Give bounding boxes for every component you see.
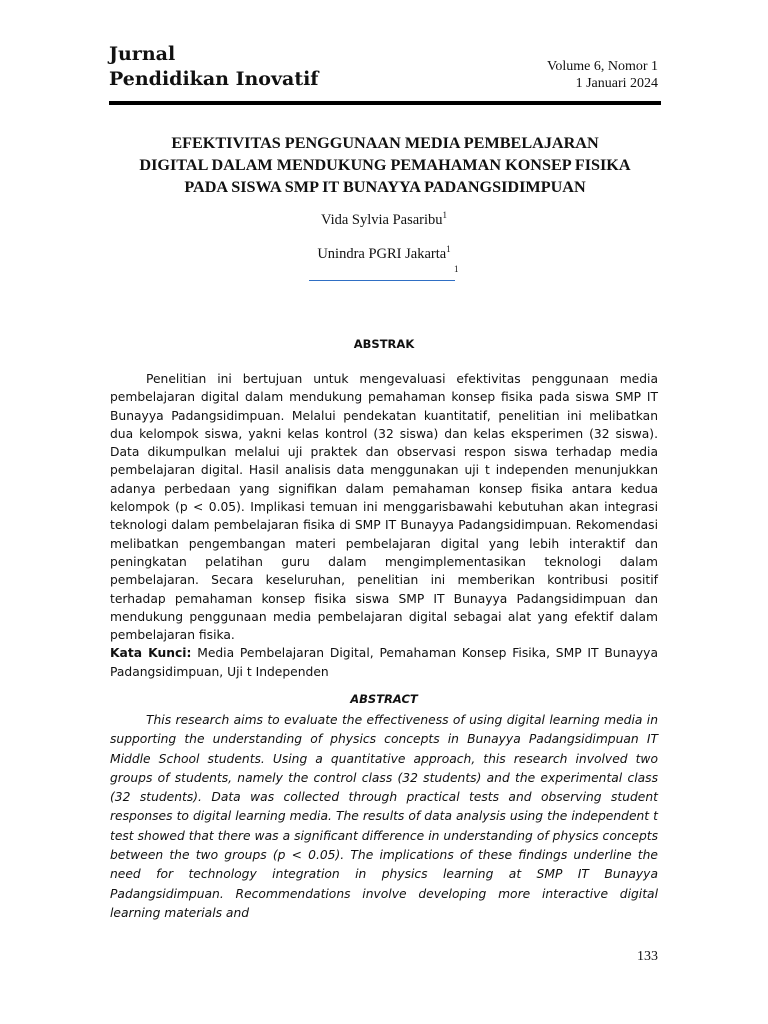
page-number: 133	[637, 949, 658, 964]
affiliation-text: Unindra PGRI Jakarta	[317, 246, 447, 262]
affiliation-superscript: 1	[446, 244, 451, 254]
keywords-paragraph	[110, 644, 658, 681]
keywords-label: Kata Kunci:	[110, 646, 192, 661]
article-title-line1: EFEKTIVITAS PENGGUNAAN MEDIA PEMBELAJARAN	[171, 134, 599, 152]
article-title-line2: DIGITAL DALAM MENDUKUNG PEMAHAMAN KONSEP FISIKA	[139, 156, 631, 174]
author-name-text: Vida Sylvia Pasaribu	[320, 212, 443, 228]
journal-title	[109, 42, 318, 92]
header-divider	[109, 101, 661, 105]
volume-info	[547, 58, 658, 92]
keywords-text: Media Pembelajaran Digital, Pemahaman Konsep Fisika, SMP IT Bunayya Padangsidimpuan, Uji t Independen	[110, 646, 658, 679]
article-title	[100, 132, 670, 198]
abstract-section	[110, 711, 658, 923]
email-link[interactable]	[309, 280, 455, 281]
email-superscript: 1	[454, 264, 459, 274]
volume-number: Volume 6, Nomor 1	[547, 59, 658, 74]
abstract-heading: ABSTRACT	[350, 692, 418, 706]
abstrak-heading: ABSTRAK	[353, 337, 415, 351]
article-title-line3: PADA SISWA SMP IT BUNAYYA PADANGSIDIMPUAN	[184, 178, 586, 196]
author-name	[0, 210, 768, 229]
issue-date: 1 Januari 2024	[575, 76, 658, 91]
abstrak-body: Penelitian ini bertujuan untuk mengevaluasi efektivitas penggunaan media pembelajaran digital dalam mendukung pemahaman konsep fisika pada siswa SMP IT Bunayya Padangsidimpuan. Melalui pendekatan kuantitatif, penelitian ini melibatkan dua kelompok siswa, yakni kelas kontrol (32 siswa) dan kelas eksperimen (32 siswa). Data dikumpulkan melalui uji praktek dan observasi respon siswa terhadap media pembelajaran digital. Hasil analisis data menggunakan uji t independen menunjukkan adanya perbedaan yang signifikan dalam pemahaman konsep fisika antara kedua kelompok (p < 0.05). Implikasi temuan ini menggarisbawahi kebutuhan akan integrasi teknologi dalam pembelajaran fisika di SMP IT Bunayya Padangsidimpuan. Rekomendasi melibatkan pengembangan materi pembelajaran digital yang lebih interaktif dan peningkatan pelatihan guru dalam mengimplementasikan teknologi dalam pembelajaran. Secara keseluruhan, penelitian ini memberikan kontribusi positif terhadap pemahaman konsep fisika siswa SMP IT Bunayya Padangsidimpuan dan mendukung penggunaan media pembelajaran digital sebagai alat yang efektif dalam pembelajaran fisika.	[110, 372, 658, 643]
abstrak-section	[110, 370, 658, 681]
journal-title-line1: Jurnal	[109, 43, 176, 65]
author-superscript: 1	[442, 210, 448, 220]
journal-title-line2: Pendidikan Inovatif	[109, 68, 319, 90]
abstract-body: This research aims to evaluate the effectiveness of using digital learning media in supporting the understanding of physics concepts in Bunayya Padangsidimpuan IT Middle School students. Using a quantitative approach, this research involved two groups of students, namely the control class (32 students) and the experimental class (32 students). Data was collected through practical tests and observing student responses to digital learning media. The results of data analysis using the independent t test showed that there was a significant difference in understanding of physics concepts between the two groups (p < 0.05). The implications of these findings underline the need for technology integration in physics learning at SMP IT Bunayya Padangsidimpuan. Recommendations involve developing more interactive digital learning materials and	[110, 713, 658, 920]
affiliation	[0, 244, 768, 263]
